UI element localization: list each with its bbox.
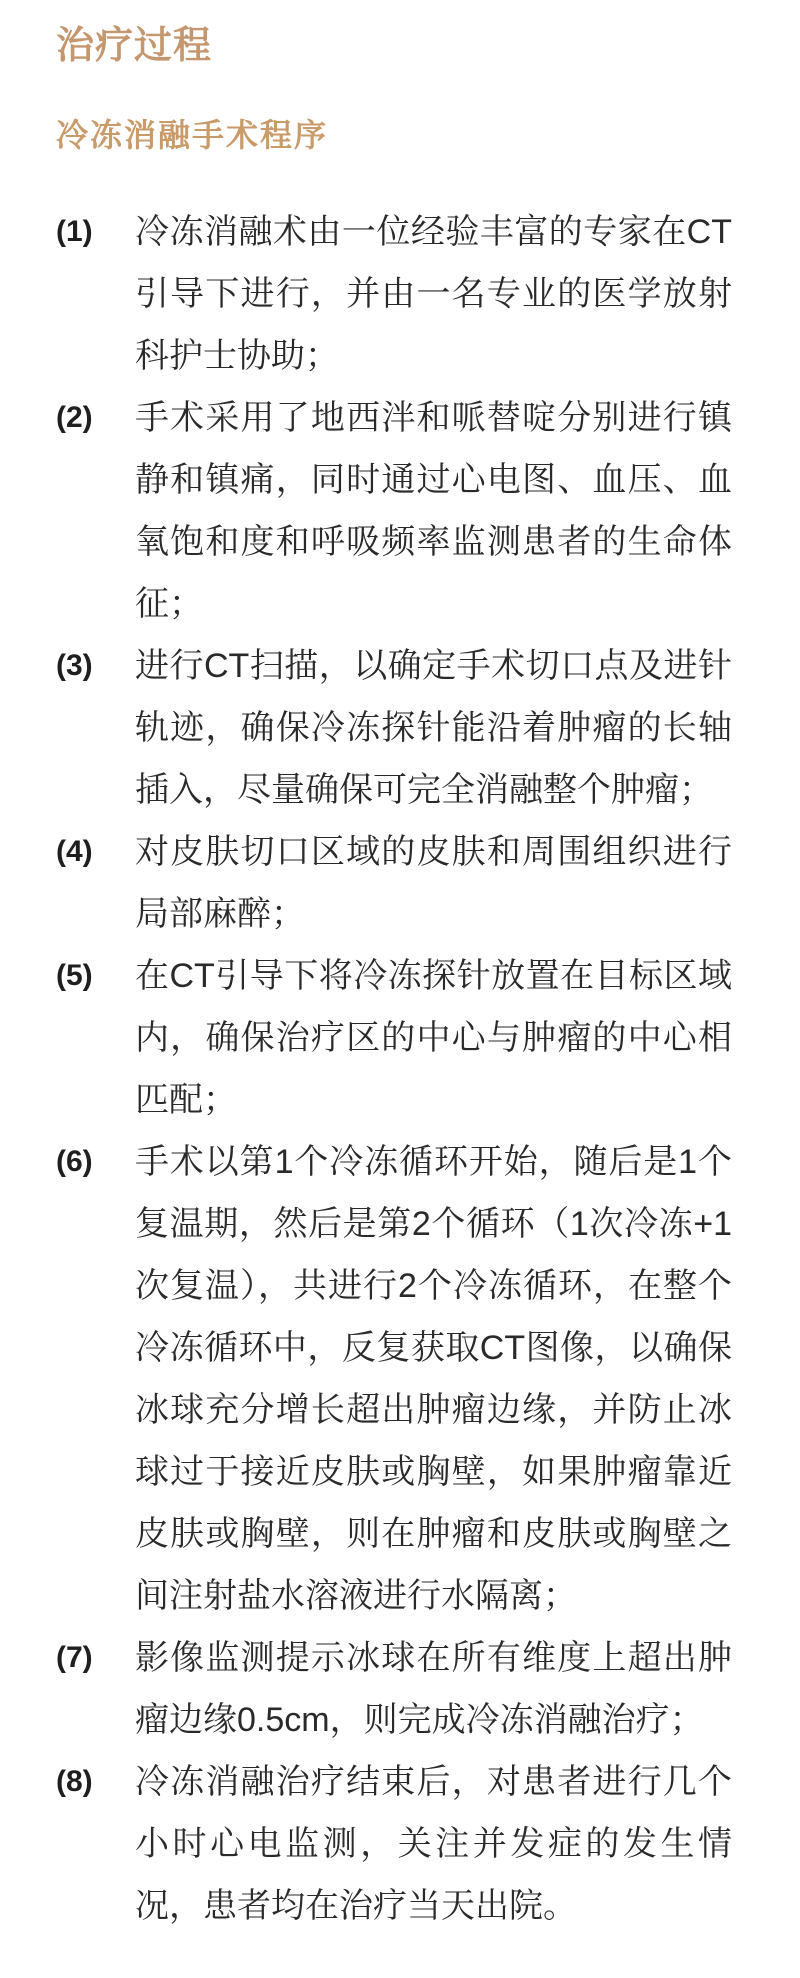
item-text: 影像监测提示冰球在所有维度上超出肿瘤边缘0.5cm，则完成冷冻消融治疗； [135,1639,732,1739]
list-item [56,635,732,821]
item-number: (5) [56,959,93,992]
list-item [56,945,732,1131]
item-number: (8) [56,1765,93,1798]
procedure-list [56,201,732,1937]
item-number: (6) [56,1145,93,1178]
item-number: (2) [56,401,93,434]
item-text: 手术采用了地西泮和哌替啶分别进行镇静和镇痛，同时通过心电图、血压、血氧饱和度和呼吸频率监测患者的生命体征； [135,399,732,623]
list-item [56,1751,732,1937]
item-number: (4) [56,835,93,868]
list-item [56,821,732,945]
item-number: (1) [56,215,93,248]
item-text: 手术以第1个冷冻循环开始，随后是1个复温期，然后是第2个循环（1次冷冻+1次复温），共进行2个冷冻循环，在整个冷冻循环中，反复获取CT图像，以确保冰球充分增长超出肿瘤边缘，并防止冰球过于接近皮肤或胸壁，如果肿瘤靠近皮肤或胸壁，则在肿瘤和皮肤或胸壁之间注射盐水溶液进行水隔离； [135,1143,732,1615]
item-text: 进行CT扫描，以确定手术切口点及进针轨迹，确保冷冻探针能沿着肿瘤的长轴插入，尽量确保可完全消融整个肿瘤； [135,647,732,809]
item-text: 在CT引导下将冷冻探针放置在目标区域内，确保治疗区的中心与肿瘤的中心相匹配； [135,957,732,1119]
list-item [56,1627,732,1751]
item-text: 冷冻消融术由一位经验丰富的专家在CT引导下进行，并由一名专业的医学放射科护士协助； [135,213,732,375]
item-text: 冷冻消融治疗结束后，对患者进行几个小时心电监测，关注并发症的发生情况，患者均在治疗当天出院。 [135,1763,732,1925]
list-item [56,387,732,635]
section-heading: 冷冻消融手术程序 [56,117,329,153]
item-number: (7) [56,1641,93,1674]
item-text: 对皮肤切口区域的皮肤和周围组织进行局部麻醉； [135,833,732,933]
list-item [56,201,732,387]
page-title: 治疗过程 [56,25,213,67]
list-item [56,1131,732,1627]
item-number: (3) [56,649,93,682]
